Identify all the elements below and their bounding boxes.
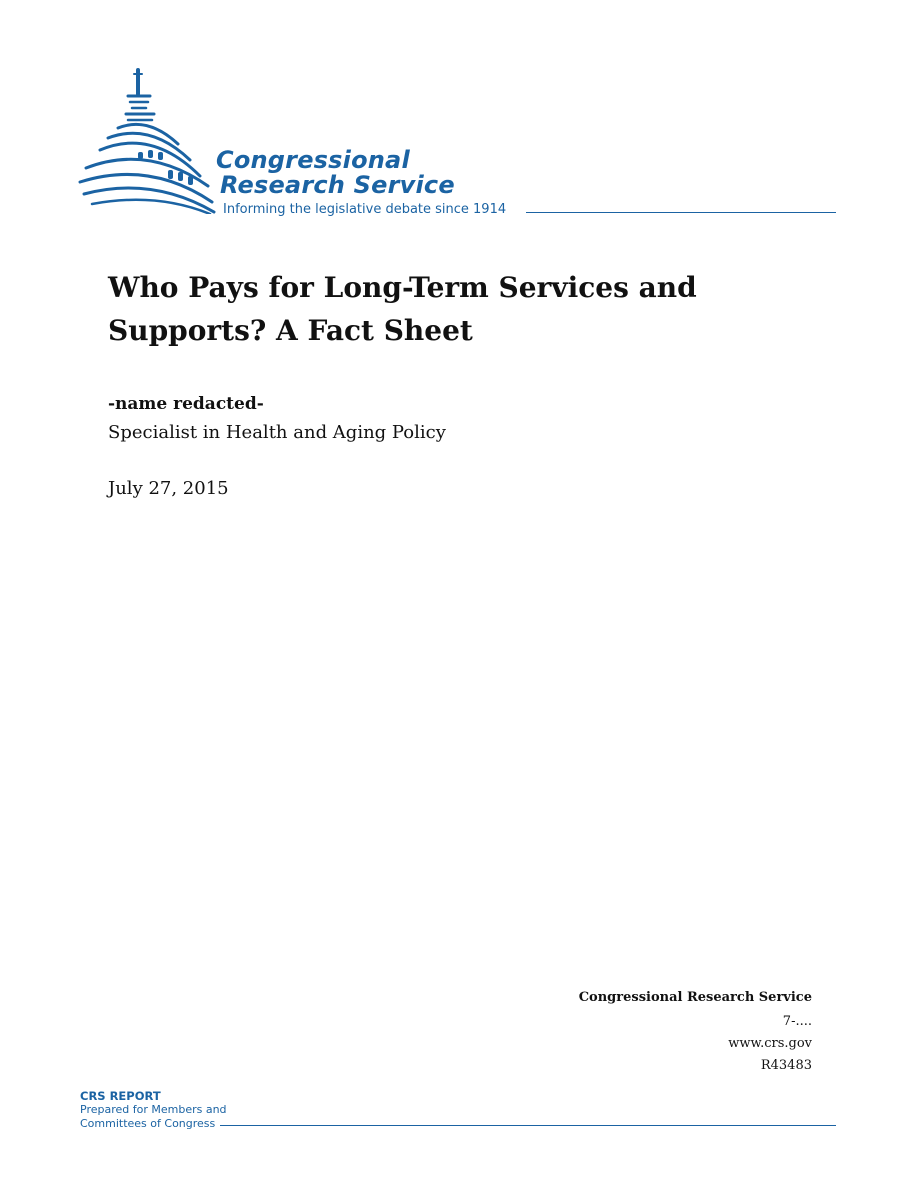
publication-date: July 27, 2015 <box>108 478 229 499</box>
org-name: Congressional Research Service <box>578 990 812 1005</box>
document-title: Who Pays for Long-Term Services and Supports? A Fact Sheet <box>108 271 697 347</box>
org-phone: 7-.... <box>782 1014 812 1029</box>
author-name: -name redacted- <box>108 394 264 414</box>
brand-tagline: Informing the legislative debate since 1914 <box>223 202 507 217</box>
footer-label <box>80 1089 227 1131</box>
crs-report-label: CRS REPORT <box>80 1089 161 1103</box>
capitol-dome-icon <box>78 64 218 214</box>
footer-divider <box>220 1125 836 1126</box>
brand-name-line2: Research Service <box>220 171 455 199</box>
footer-line2: Committees of Congress <box>80 1117 216 1130</box>
org-contact-block <box>579 990 812 1077</box>
crs-logo <box>78 64 838 224</box>
footer-line1: Prepared for Members and <box>80 1103 227 1116</box>
header-divider <box>526 212 836 213</box>
author-role: Specialist in Health and Aging Policy <box>108 422 446 443</box>
report-number: R43483 <box>760 1058 812 1073</box>
org-website: www.crs.gov <box>728 1036 812 1051</box>
brand-name-line1: Congressional <box>216 146 410 174</box>
